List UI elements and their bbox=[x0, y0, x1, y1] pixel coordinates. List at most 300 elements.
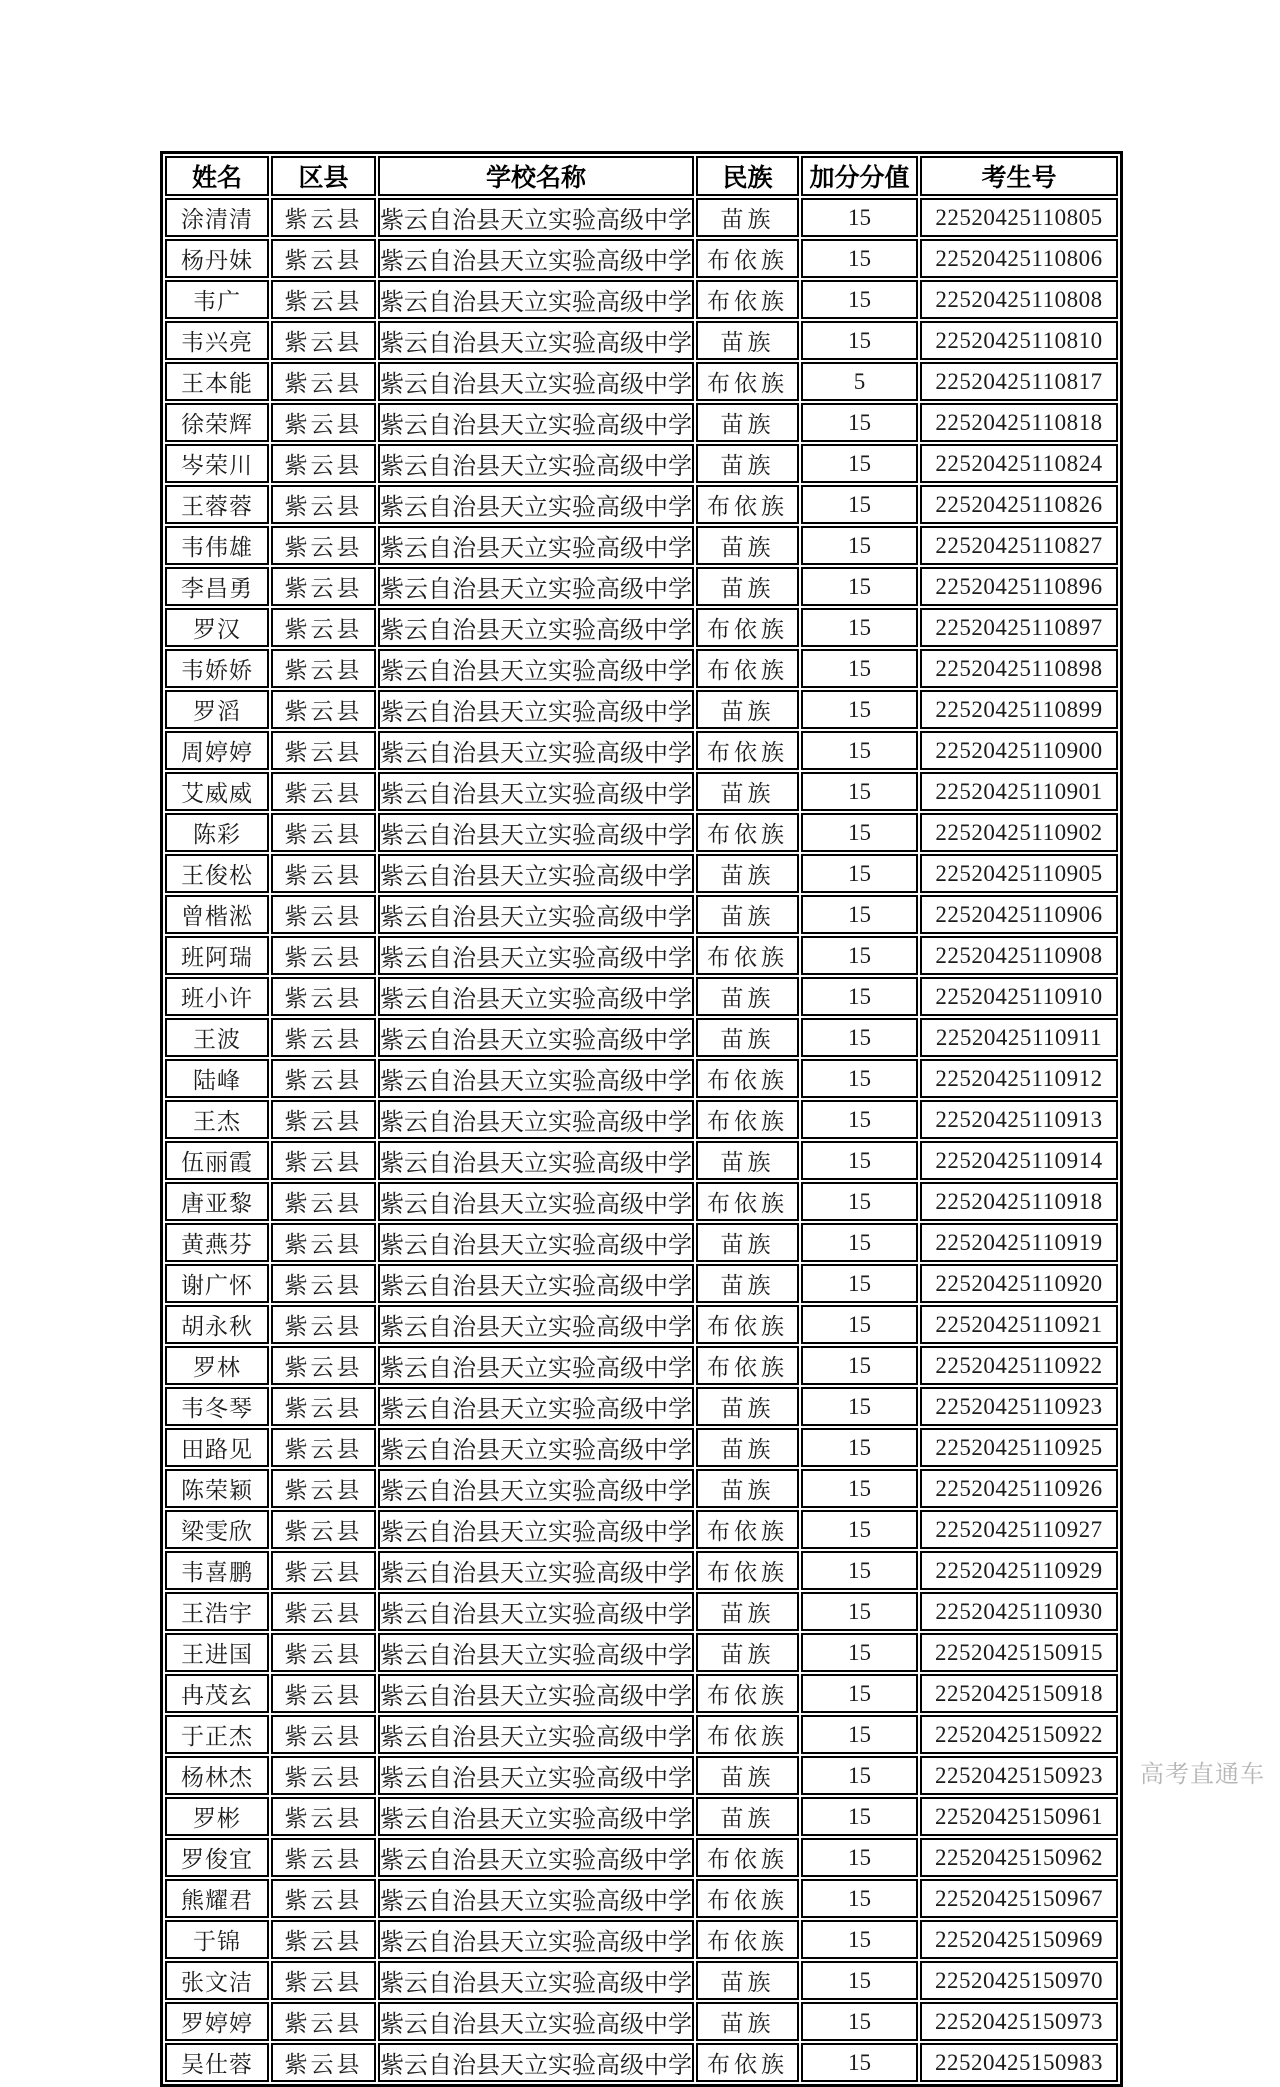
column-header-name: 姓名 bbox=[165, 156, 269, 196]
table-row bbox=[165, 444, 1118, 483]
cell-bonus-points: 15 bbox=[801, 1838, 918, 1877]
cell-bonus-points: 5 bbox=[801, 362, 918, 401]
cell-ethnicity: 苗族 bbox=[696, 1633, 799, 1672]
cell-ethnicity: 苗族 bbox=[696, 1797, 799, 1836]
table-row bbox=[165, 198, 1118, 237]
cell-name: 韦兴亮 bbox=[165, 321, 269, 360]
cell-school-text: 紫云自治县天立实验高级中学 bbox=[380, 1643, 692, 1669]
table-row bbox=[165, 1715, 1118, 1754]
cell-name: 伍丽霞 bbox=[165, 1141, 269, 1180]
table-row bbox=[165, 1264, 1118, 1303]
cell-bonus-points: 15 bbox=[801, 280, 918, 319]
cell-school-text: 紫云自治县天立实验高级中学 bbox=[380, 1725, 692, 1751]
cell-ethnicity: 苗族 bbox=[696, 444, 799, 483]
watermark-text: 高考直通车 bbox=[1140, 1762, 1265, 1788]
cell-bonus-points: 15 bbox=[801, 936, 918, 975]
table-row bbox=[165, 2002, 1118, 2041]
cell-candidate-number: 22520425150983 bbox=[920, 2043, 1118, 2082]
header-row bbox=[165, 156, 1118, 196]
cell-school bbox=[378, 772, 694, 811]
cell-name: 罗彬 bbox=[165, 1797, 269, 1836]
cell-school bbox=[378, 1838, 694, 1877]
cell-ethnicity: 苗族 bbox=[696, 1387, 799, 1426]
cell-name: 张文洁 bbox=[165, 1961, 269, 2000]
cell-school-text: 紫云自治县天立实验高级中学 bbox=[380, 905, 692, 931]
cell-bonus-points: 15 bbox=[801, 813, 918, 852]
cell-name: 罗滔 bbox=[165, 690, 269, 729]
cell-bonus-points: 15 bbox=[801, 485, 918, 524]
cell-candidate-number: 22520425110923 bbox=[920, 1387, 1118, 1426]
cell-name: 冉茂玄 bbox=[165, 1674, 269, 1713]
cell-school-text: 紫云自治县天立实验高级中学 bbox=[380, 454, 692, 480]
table-row bbox=[165, 1059, 1118, 1098]
table-row bbox=[165, 239, 1118, 278]
table-row bbox=[165, 772, 1118, 811]
cell-candidate-number: 22520425110922 bbox=[920, 1346, 1118, 1385]
cell-name: 谢广怀 bbox=[165, 1264, 269, 1303]
cell-name: 梁雯欣 bbox=[165, 1510, 269, 1549]
table-row bbox=[165, 1223, 1118, 1262]
cell-district: 紫云县 bbox=[271, 1018, 376, 1057]
cell-school-text: 紫云自治县天立实验高级中学 bbox=[380, 659, 692, 685]
cell-bonus-points: 15 bbox=[801, 772, 918, 811]
cell-name: 艾威威 bbox=[165, 772, 269, 811]
cell-district: 紫云县 bbox=[271, 1141, 376, 1180]
cell-ethnicity: 苗族 bbox=[696, 895, 799, 934]
cell-candidate-number: 22520425110905 bbox=[920, 854, 1118, 893]
cell-ethnicity: 苗族 bbox=[696, 977, 799, 1016]
bonus-points-roster-table bbox=[160, 151, 1123, 2087]
cell-bonus-points: 15 bbox=[801, 1346, 918, 1385]
cell-candidate-number: 22520425150969 bbox=[920, 1920, 1118, 1959]
cell-district: 紫云县 bbox=[271, 1551, 376, 1590]
table-row bbox=[165, 731, 1118, 770]
cell-name: 韦喜鹏 bbox=[165, 1551, 269, 1590]
cell-bonus-points: 15 bbox=[801, 1961, 918, 2000]
cell-ethnicity: 苗族 bbox=[696, 1428, 799, 1467]
cell-name: 徐荣辉 bbox=[165, 403, 269, 442]
cell-school-text: 紫云自治县天立实验高级中学 bbox=[380, 1438, 692, 1464]
cell-bonus-points: 15 bbox=[801, 854, 918, 893]
cell-bonus-points: 15 bbox=[801, 1141, 918, 1180]
cell-bonus-points: 15 bbox=[801, 2002, 918, 2041]
cell-ethnicity: 布依族 bbox=[696, 362, 799, 401]
cell-bonus-points: 15 bbox=[801, 1182, 918, 1221]
cell-district: 紫云县 bbox=[271, 280, 376, 319]
cell-name: 唐亚黎 bbox=[165, 1182, 269, 1221]
table-row bbox=[165, 1838, 1118, 1877]
cell-school-text: 紫云自治县天立实验高级中学 bbox=[380, 1561, 692, 1587]
cell-district: 紫云县 bbox=[271, 321, 376, 360]
cell-ethnicity: 布依族 bbox=[696, 1305, 799, 1344]
cell-name: 涂清清 bbox=[165, 198, 269, 237]
cell-candidate-number: 22520425150961 bbox=[920, 1797, 1118, 1836]
cell-district: 紫云县 bbox=[271, 485, 376, 524]
cell-name: 罗林 bbox=[165, 1346, 269, 1385]
cell-candidate-number: 22520425150973 bbox=[920, 2002, 1118, 2041]
cell-ethnicity: 布依族 bbox=[696, 485, 799, 524]
cell-school-text: 紫云自治县天立实验高级中学 bbox=[380, 290, 692, 316]
cell-district: 紫云县 bbox=[271, 1961, 376, 2000]
cell-bonus-points: 15 bbox=[801, 239, 918, 278]
cell-school-text: 紫云自治县天立实验高级中学 bbox=[380, 1069, 692, 1095]
cell-ethnicity: 苗族 bbox=[696, 526, 799, 565]
cell-ethnicity: 布依族 bbox=[696, 1715, 799, 1754]
cell-ethnicity: 苗族 bbox=[696, 1756, 799, 1795]
table-row bbox=[165, 1592, 1118, 1631]
cell-school-text: 紫云自治县天立实验高级中学 bbox=[380, 700, 692, 726]
cell-district: 紫云县 bbox=[271, 444, 376, 483]
cell-bonus-points: 15 bbox=[801, 444, 918, 483]
cell-school bbox=[378, 362, 694, 401]
cell-name: 王杰 bbox=[165, 1100, 269, 1139]
cell-school bbox=[378, 198, 694, 237]
cell-name: 罗汉 bbox=[165, 608, 269, 647]
cell-district: 紫云县 bbox=[271, 1387, 376, 1426]
cell-candidate-number: 22520425150915 bbox=[920, 1633, 1118, 1672]
cell-school bbox=[378, 1428, 694, 1467]
cell-district: 紫云县 bbox=[271, 1633, 376, 1672]
cell-district: 紫云县 bbox=[271, 1428, 376, 1467]
cell-candidate-number: 22520425150923 bbox=[920, 1756, 1118, 1795]
cell-bonus-points: 15 bbox=[801, 1305, 918, 1344]
cell-school bbox=[378, 1305, 694, 1344]
cell-ethnicity: 苗族 bbox=[696, 1961, 799, 2000]
table-row bbox=[165, 1510, 1118, 1549]
cell-candidate-number: 22520425110901 bbox=[920, 772, 1118, 811]
table-row bbox=[165, 608, 1118, 647]
cell-name: 陈荣颖 bbox=[165, 1469, 269, 1508]
cell-school bbox=[378, 1879, 694, 1918]
cell-school-text: 紫云自治县天立实验高级中学 bbox=[380, 1766, 692, 1792]
table-row bbox=[165, 1018, 1118, 1057]
cell-candidate-number: 22520425110810 bbox=[920, 321, 1118, 360]
table-row bbox=[165, 649, 1118, 688]
cell-school bbox=[378, 567, 694, 606]
cell-district: 紫云县 bbox=[271, 690, 376, 729]
cell-bonus-points: 15 bbox=[801, 649, 918, 688]
cell-district: 紫云县 bbox=[271, 1592, 376, 1631]
cell-ethnicity: 苗族 bbox=[696, 690, 799, 729]
cell-school-text: 紫云自治县天立实验高级中学 bbox=[380, 1028, 692, 1054]
cell-school-text: 紫云自治县天立实验高级中学 bbox=[380, 577, 692, 603]
cell-school-text: 紫云自治县天立实验高级中学 bbox=[380, 987, 692, 1013]
cell-school bbox=[378, 444, 694, 483]
cell-school bbox=[378, 1551, 694, 1590]
cell-school-text: 紫云自治县天立实验高级中学 bbox=[380, 782, 692, 808]
cell-candidate-number: 22520425110818 bbox=[920, 403, 1118, 442]
cell-candidate-number: 22520425110913 bbox=[920, 1100, 1118, 1139]
cell-bonus-points: 15 bbox=[801, 403, 918, 442]
table-row bbox=[165, 485, 1118, 524]
table-row bbox=[165, 1428, 1118, 1467]
cell-candidate-number: 22520425110921 bbox=[920, 1305, 1118, 1344]
cell-ethnicity: 布依族 bbox=[696, 1510, 799, 1549]
cell-candidate-number: 22520425110929 bbox=[920, 1551, 1118, 1590]
table-row bbox=[165, 403, 1118, 442]
cell-ethnicity: 布依族 bbox=[696, 608, 799, 647]
cell-district: 紫云县 bbox=[271, 362, 376, 401]
cell-candidate-number: 22520425110925 bbox=[920, 1428, 1118, 1467]
cell-bonus-points: 15 bbox=[801, 1715, 918, 1754]
cell-candidate-number: 22520425110817 bbox=[920, 362, 1118, 401]
cell-candidate-number: 22520425110899 bbox=[920, 690, 1118, 729]
cell-district: 紫云县 bbox=[271, 1264, 376, 1303]
cell-ethnicity: 布依族 bbox=[696, 1100, 799, 1139]
cell-school bbox=[378, 1961, 694, 2000]
cell-school-text: 紫云自治县天立实验高级中学 bbox=[380, 372, 692, 398]
cell-name: 胡永秋 bbox=[165, 1305, 269, 1344]
column-header-ethnicity: 民族 bbox=[696, 156, 799, 196]
cell-school bbox=[378, 1018, 694, 1057]
table-row bbox=[165, 936, 1118, 975]
table-row bbox=[165, 1551, 1118, 1590]
cell-school bbox=[378, 608, 694, 647]
cell-candidate-number: 22520425110827 bbox=[920, 526, 1118, 565]
cell-name: 李昌勇 bbox=[165, 567, 269, 606]
cell-school-text: 紫云自治县天立实验高级中学 bbox=[380, 1356, 692, 1382]
cell-school-text: 紫云自治县天立实验高级中学 bbox=[380, 741, 692, 767]
cell-school bbox=[378, 1510, 694, 1549]
cell-name: 王浩宇 bbox=[165, 1592, 269, 1631]
cell-school-text: 紫云自治县天立实验高级中学 bbox=[380, 536, 692, 562]
cell-district: 紫云县 bbox=[271, 1223, 376, 1262]
cell-school-text: 紫云自治县天立实验高级中学 bbox=[380, 823, 692, 849]
cell-school bbox=[378, 813, 694, 852]
cell-school-text: 紫云自治县天立实验高级中学 bbox=[380, 208, 692, 234]
cell-ethnicity: 苗族 bbox=[696, 772, 799, 811]
cell-ethnicity: 布依族 bbox=[696, 1346, 799, 1385]
table-row bbox=[165, 1961, 1118, 2000]
cell-ethnicity: 布依族 bbox=[696, 280, 799, 319]
cell-bonus-points: 15 bbox=[801, 1059, 918, 1098]
cell-school-text: 紫云自治县天立实验高级中学 bbox=[380, 1848, 692, 1874]
cell-name: 班小许 bbox=[165, 977, 269, 1016]
cell-school-text: 紫云自治县天立实验高级中学 bbox=[380, 249, 692, 275]
cell-ethnicity: 布依族 bbox=[696, 649, 799, 688]
cell-bonus-points: 15 bbox=[801, 321, 918, 360]
cell-candidate-number: 22520425110897 bbox=[920, 608, 1118, 647]
cell-bonus-points: 15 bbox=[801, 731, 918, 770]
cell-school bbox=[378, 731, 694, 770]
cell-candidate-number: 22520425110900 bbox=[920, 731, 1118, 770]
cell-bonus-points: 15 bbox=[801, 1879, 918, 1918]
cell-district: 紫云县 bbox=[271, 895, 376, 934]
cell-school bbox=[378, 1264, 694, 1303]
cell-school-text: 紫云自治县天立实验高级中学 bbox=[380, 2053, 692, 2079]
cell-school bbox=[378, 936, 694, 975]
cell-candidate-number: 22520425110805 bbox=[920, 198, 1118, 237]
cell-name: 陆峰 bbox=[165, 1059, 269, 1098]
cell-name: 熊耀君 bbox=[165, 1879, 269, 1918]
cell-school-text: 紫云自治县天立实验高级中学 bbox=[380, 1602, 692, 1628]
table-row bbox=[165, 1920, 1118, 1959]
table-row bbox=[165, 2043, 1118, 2082]
cell-ethnicity: 苗族 bbox=[696, 1592, 799, 1631]
cell-district: 紫云县 bbox=[271, 567, 376, 606]
cell-name: 王俊松 bbox=[165, 854, 269, 893]
cell-bonus-points: 15 bbox=[801, 1264, 918, 1303]
cell-candidate-number: 22520425110806 bbox=[920, 239, 1118, 278]
cell-district: 紫云县 bbox=[271, 1756, 376, 1795]
cell-school bbox=[378, 1674, 694, 1713]
cell-district: 紫云县 bbox=[271, 1920, 376, 1959]
cell-school bbox=[378, 1592, 694, 1631]
cell-school-text: 紫云自治县天立实验高级中学 bbox=[380, 1684, 692, 1710]
cell-name: 杨林杰 bbox=[165, 1756, 269, 1795]
table-row bbox=[165, 1182, 1118, 1221]
cell-ethnicity: 布依族 bbox=[696, 1674, 799, 1713]
cell-school-text: 紫云自治县天立实验高级中学 bbox=[380, 1274, 692, 1300]
cell-candidate-number: 22520425110808 bbox=[920, 280, 1118, 319]
cell-school bbox=[378, 1920, 694, 1959]
cell-ethnicity: 苗族 bbox=[696, 2002, 799, 2041]
cell-candidate-number: 22520425110930 bbox=[920, 1592, 1118, 1631]
cell-district: 紫云县 bbox=[271, 198, 376, 237]
cell-ethnicity: 布依族 bbox=[696, 1059, 799, 1098]
cell-school bbox=[378, 977, 694, 1016]
cell-bonus-points: 15 bbox=[801, 1100, 918, 1139]
table-row bbox=[165, 526, 1118, 565]
cell-bonus-points: 15 bbox=[801, 1920, 918, 1959]
cell-name: 杨丹妹 bbox=[165, 239, 269, 278]
table-row bbox=[165, 280, 1118, 319]
cell-district: 紫云县 bbox=[271, 1797, 376, 1836]
cell-candidate-number: 22520425150962 bbox=[920, 1838, 1118, 1877]
cell-school bbox=[378, 1387, 694, 1426]
cell-district: 紫云县 bbox=[271, 1879, 376, 1918]
cell-bonus-points: 15 bbox=[801, 1797, 918, 1836]
table-row bbox=[165, 1756, 1118, 1795]
cell-ethnicity: 布依族 bbox=[696, 813, 799, 852]
cell-district: 紫云县 bbox=[271, 1510, 376, 1549]
cell-district: 紫云县 bbox=[271, 854, 376, 893]
cell-ethnicity: 布依族 bbox=[696, 1920, 799, 1959]
cell-ethnicity: 苗族 bbox=[696, 198, 799, 237]
cell-candidate-number: 22520425110902 bbox=[920, 813, 1118, 852]
table-row bbox=[165, 1387, 1118, 1426]
cell-ethnicity: 布依族 bbox=[696, 1879, 799, 1918]
cell-candidate-number: 22520425110824 bbox=[920, 444, 1118, 483]
cell-ethnicity: 苗族 bbox=[696, 1469, 799, 1508]
cell-district: 紫云县 bbox=[271, 1100, 376, 1139]
cell-name: 罗婷婷 bbox=[165, 2002, 269, 2041]
table-row bbox=[165, 1305, 1118, 1344]
column-header-candidate-number: 考生号 bbox=[920, 156, 1118, 196]
table-row bbox=[165, 895, 1118, 934]
cell-ethnicity: 苗族 bbox=[696, 1141, 799, 1180]
cell-bonus-points: 15 bbox=[801, 1510, 918, 1549]
cell-name: 班阿瑞 bbox=[165, 936, 269, 975]
cell-candidate-number: 22520425150922 bbox=[920, 1715, 1118, 1754]
cell-candidate-number: 22520425110920 bbox=[920, 1264, 1118, 1303]
cell-school-text: 紫云自治县天立实验高级中学 bbox=[380, 1971, 692, 1997]
cell-district: 紫云县 bbox=[271, 813, 376, 852]
cell-district: 紫云县 bbox=[271, 526, 376, 565]
cell-district: 紫云县 bbox=[271, 1674, 376, 1713]
cell-name: 岑荣川 bbox=[165, 444, 269, 483]
cell-name: 罗俊宜 bbox=[165, 1838, 269, 1877]
cell-name: 韦娇娇 bbox=[165, 649, 269, 688]
table-header bbox=[165, 156, 1118, 196]
cell-school-text: 紫云自治县天立实验高级中学 bbox=[380, 331, 692, 357]
cell-candidate-number: 22520425150967 bbox=[920, 1879, 1118, 1918]
table-row bbox=[165, 1879, 1118, 1918]
cell-school bbox=[378, 1223, 694, 1262]
cell-school bbox=[378, 1633, 694, 1672]
cell-bonus-points: 15 bbox=[801, 2043, 918, 2082]
cell-district: 紫云县 bbox=[271, 239, 376, 278]
cell-bonus-points: 15 bbox=[801, 526, 918, 565]
table-body bbox=[165, 198, 1118, 2082]
cell-school bbox=[378, 690, 694, 729]
cell-bonus-points: 15 bbox=[801, 1428, 918, 1467]
cell-name: 王本能 bbox=[165, 362, 269, 401]
cell-bonus-points: 15 bbox=[801, 1756, 918, 1795]
cell-bonus-points: 15 bbox=[801, 895, 918, 934]
cell-school bbox=[378, 1715, 694, 1754]
cell-name: 田路见 bbox=[165, 1428, 269, 1467]
cell-school-text: 紫云自治县天立实验高级中学 bbox=[380, 1151, 692, 1177]
cell-district: 紫云县 bbox=[271, 1838, 376, 1877]
cell-district: 紫云县 bbox=[271, 1715, 376, 1754]
cell-school-text: 紫云自治县天立实验高级中学 bbox=[380, 413, 692, 439]
cell-school-text: 紫云自治县天立实验高级中学 bbox=[380, 1807, 692, 1833]
table-row bbox=[165, 1346, 1118, 1385]
cell-bonus-points: 15 bbox=[801, 1551, 918, 1590]
cell-name: 吴仕蓉 bbox=[165, 2043, 269, 2082]
cell-ethnicity: 布依族 bbox=[696, 1182, 799, 1221]
cell-school bbox=[378, 1059, 694, 1098]
cell-candidate-number: 22520425110896 bbox=[920, 567, 1118, 606]
cell-ethnicity: 布依族 bbox=[696, 2043, 799, 2082]
table-row bbox=[165, 977, 1118, 1016]
cell-school bbox=[378, 1469, 694, 1508]
cell-school-text: 紫云自治县天立实验高级中学 bbox=[380, 618, 692, 644]
cell-bonus-points: 15 bbox=[801, 198, 918, 237]
cell-school bbox=[378, 1100, 694, 1139]
cell-name: 韦冬琴 bbox=[165, 1387, 269, 1426]
cell-ethnicity: 布依族 bbox=[696, 239, 799, 278]
table-row bbox=[165, 813, 1118, 852]
cell-ethnicity: 苗族 bbox=[696, 854, 799, 893]
cell-school bbox=[378, 2043, 694, 2082]
cell-school bbox=[378, 485, 694, 524]
cell-school-text: 紫云自治县天立实验高级中学 bbox=[380, 2012, 692, 2038]
cell-bonus-points: 15 bbox=[801, 690, 918, 729]
cell-candidate-number: 22520425110906 bbox=[920, 895, 1118, 934]
cell-name: 黄燕芬 bbox=[165, 1223, 269, 1262]
cell-name: 周婷婷 bbox=[165, 731, 269, 770]
cell-school-text: 紫云自治县天立实验高级中学 bbox=[380, 946, 692, 972]
cell-bonus-points: 15 bbox=[801, 1592, 918, 1631]
cell-candidate-number: 22520425110911 bbox=[920, 1018, 1118, 1057]
cell-school-text: 紫云自治县天立实验高级中学 bbox=[380, 495, 692, 521]
cell-district: 紫云县 bbox=[271, 1346, 376, 1385]
cell-district: 紫云县 bbox=[271, 731, 376, 770]
cell-name: 王波 bbox=[165, 1018, 269, 1057]
column-header-district: 区县 bbox=[271, 156, 376, 196]
cell-ethnicity: 苗族 bbox=[696, 567, 799, 606]
cell-bonus-points: 15 bbox=[801, 977, 918, 1016]
cell-bonus-points: 15 bbox=[801, 1633, 918, 1672]
cell-school-text: 紫云自治县天立实验高级中学 bbox=[380, 1315, 692, 1341]
cell-ethnicity: 苗族 bbox=[696, 1223, 799, 1262]
cell-ethnicity: 苗族 bbox=[696, 321, 799, 360]
cell-name: 韦广 bbox=[165, 280, 269, 319]
table-row bbox=[165, 567, 1118, 606]
cell-school bbox=[378, 1141, 694, 1180]
